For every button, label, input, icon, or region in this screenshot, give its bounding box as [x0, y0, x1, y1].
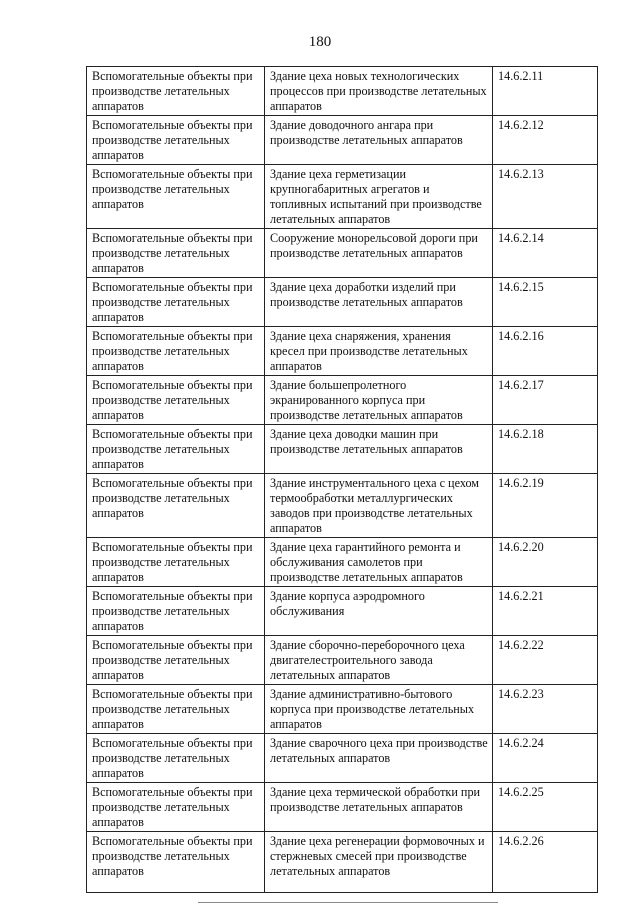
- table-row: [87, 685, 598, 734]
- category-cell: Вспомогательные объекты при производстве летательных аппаратов: [87, 425, 265, 474]
- code-cell: 14.6.2.24: [493, 734, 598, 783]
- object-name-cell: Здание цеха термической обработки при производстве летательных аппаратов: [265, 783, 493, 832]
- object-name-cell: Здание цеха регенерации формовочных и стержневых смесей при производстве летательных аппаратов: [265, 832, 493, 893]
- category-cell: Вспомогательные объекты при производстве летательных аппаратов: [87, 832, 265, 893]
- object-name-cell: Сооружение монорельсовой дороги при производстве летательных аппаратов: [265, 229, 493, 278]
- object-name-cell: Здание цеха доработки изделий при производстве летательных аппаратов: [265, 278, 493, 327]
- table-row: [87, 832, 598, 893]
- page-number: 180: [308, 34, 332, 50]
- object-name-cell: Здание цеха доводки машин при производстве летательных аппаратов: [265, 425, 493, 474]
- object-name-cell: Здание инструментального цеха с цехом термообработки металлургических заводов при производстве летательных аппаратов: [265, 474, 493, 538]
- table-row: [87, 636, 598, 685]
- category-cell: Вспомогательные объекты при производстве летательных аппаратов: [87, 474, 265, 538]
- code-cell: 14.6.2.22: [493, 636, 598, 685]
- code-cell: 14.6.2.13: [493, 165, 598, 229]
- category-cell: Вспомогательные объекты при производстве летательных аппаратов: [87, 165, 265, 229]
- code-cell: 14.6.2.20: [493, 538, 598, 587]
- code-cell: 14.6.2.26: [493, 832, 598, 893]
- category-cell: Вспомогательные объекты при производстве летательных аппаратов: [87, 278, 265, 327]
- category-cell: Вспомогательные объекты при производстве летательных аппаратов: [87, 67, 265, 116]
- table-row: [87, 327, 598, 376]
- object-name-cell: Здание цеха гарантийного ремонта и обслуживания самолетов при производстве летательных аппаратов: [265, 538, 493, 587]
- category-cell: Вспомогательные объекты при производстве летательных аппаратов: [87, 327, 265, 376]
- table-row: [87, 783, 598, 832]
- table-row: [87, 165, 598, 229]
- code-cell: 14.6.2.14: [493, 229, 598, 278]
- category-cell: Вспомогательные объекты при производстве летательных аппаратов: [87, 734, 265, 783]
- table-body: [87, 67, 598, 893]
- code-cell: 14.6.2.19: [493, 474, 598, 538]
- code-cell: 14.6.2.15: [493, 278, 598, 327]
- object-name-cell: Здание доводочного ангара при производстве летательных аппаратов: [265, 116, 493, 165]
- object-name-cell: Здание цеха снаряжения, хранения кресел при производстве летательных аппаратов: [265, 327, 493, 376]
- category-cell: Вспомогательные объекты при производстве летательных аппаратов: [87, 376, 265, 425]
- code-cell: 14.6.2.12: [493, 116, 598, 165]
- code-cell: 14.6.2.25: [493, 783, 598, 832]
- object-name-cell: Здание цеха новых технологических процессов при производстве летательных аппаратов: [265, 67, 493, 116]
- page-bottom-edge: [198, 902, 498, 903]
- table-row: [87, 229, 598, 278]
- table-row: [87, 116, 598, 165]
- code-cell: 14.6.2.18: [493, 425, 598, 474]
- object-name-cell: Здание корпуса аэродромного обслуживания: [265, 587, 493, 636]
- category-cell: Вспомогательные объекты при производстве летательных аппаратов: [87, 587, 265, 636]
- object-name-cell: Здание большепролетного экранированного корпуса при производстве летательных аппаратов: [265, 376, 493, 425]
- category-cell: Вспомогательные объекты при производстве летательных аппаратов: [87, 783, 265, 832]
- code-cell: 14.6.2.11: [493, 67, 598, 116]
- object-name-cell: Здание административно-бытового корпуса при производстве летательных аппаратов: [265, 685, 493, 734]
- table-row: [87, 538, 598, 587]
- object-name-cell: Здание сборочно-переборочного цеха двигателестроительного завода летательных аппаратов: [265, 636, 493, 685]
- category-cell: Вспомогательные объекты при производстве летательных аппаратов: [87, 685, 265, 734]
- table-row: [87, 587, 598, 636]
- classification-table: [86, 66, 598, 893]
- table-row: [87, 67, 598, 116]
- code-cell: 14.6.2.23: [493, 685, 598, 734]
- table-row: [87, 734, 598, 783]
- table-row: [87, 425, 598, 474]
- category-cell: Вспомогательные объекты при производстве летательных аппаратов: [87, 116, 265, 165]
- code-cell: 14.6.2.16: [493, 327, 598, 376]
- category-cell: Вспомогательные объекты при производстве летательных аппаратов: [87, 538, 265, 587]
- object-name-cell: Здание цеха герметизации крупногабаритных агрегатов и топливных испытаний при производстве летательных аппаратов: [265, 165, 493, 229]
- category-cell: Вспомогательные объекты при производстве летательных аппаратов: [87, 229, 265, 278]
- table-row: [87, 278, 598, 327]
- table-row: [87, 474, 598, 538]
- code-cell: 14.6.2.21: [493, 587, 598, 636]
- code-cell: 14.6.2.17: [493, 376, 598, 425]
- table-row: [87, 376, 598, 425]
- category-cell: Вспомогательные объекты при производстве летательных аппаратов: [87, 636, 265, 685]
- object-name-cell: Здание сварочного цеха при производстве летательных аппаратов: [265, 734, 493, 783]
